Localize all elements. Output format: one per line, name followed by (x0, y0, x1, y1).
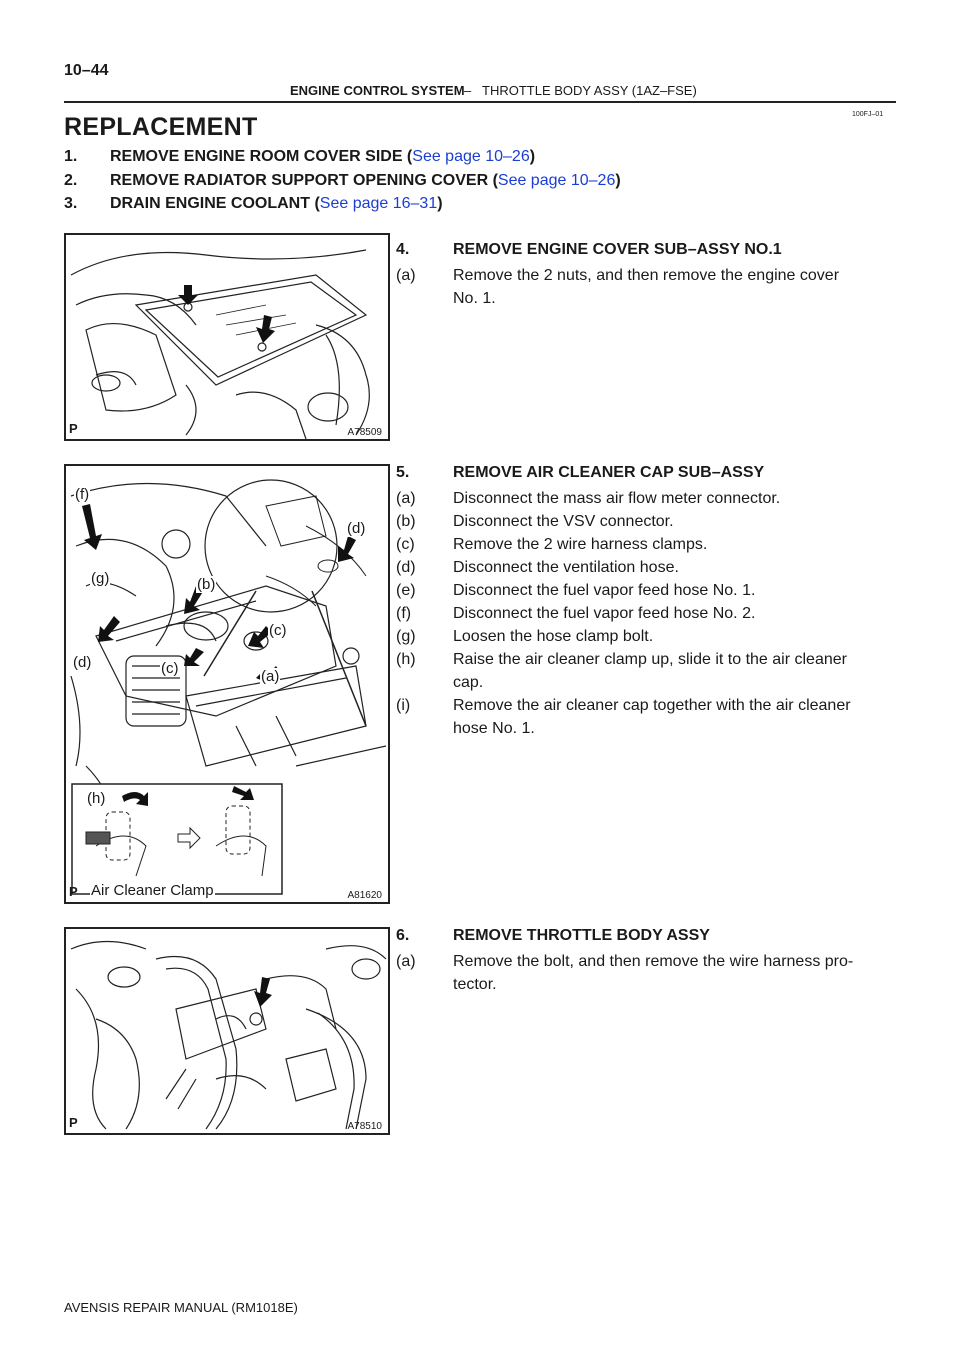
step-number: 2. (64, 172, 78, 189)
section-6-item-a: (a) Remove the bolt, and then remove the wire harness pro- tector. (396, 953, 854, 993)
section-4-item-a: (a) Remove the 2 nuts, and then remove the engine cover No. 1. (396, 267, 840, 307)
step-text: REMOVE ENGINE ROOM COVER SIDE ( (110, 148, 413, 165)
figure-engine-cover (64, 233, 390, 441)
page-title: REPLACEMENT (64, 113, 258, 141)
header-section: ENGINE CONTROL SYSTEM (290, 83, 465, 98)
section-5-item-b: (b) Disconnect the VSV connector. (396, 513, 674, 530)
figure-p-mark: P (69, 421, 78, 436)
figure-throttle-body (64, 927, 390, 1135)
callout-d: (d) (73, 654, 92, 671)
section-6-heading: 6. REMOVE THROTTLE BODY ASSY (396, 927, 710, 944)
figure-code: A78510 (347, 1121, 382, 1132)
throttle-body-illustration (66, 929, 388, 1133)
footer: AVENSIS REPAIR MANUAL (RM1018E) (64, 1300, 298, 1315)
figure-air-cleaner (64, 464, 390, 904)
step-text: DRAIN ENGINE COOLANT ( (110, 195, 320, 212)
callout-b: (b) (197, 576, 216, 593)
header-separator: – (464, 83, 472, 98)
callout-g: (g) (91, 570, 110, 587)
page-number: 10–44 (64, 62, 109, 79)
figure-p-mark: P (69, 884, 78, 899)
section-5-heading: 5. REMOVE AIR CLEANER CAP SUB–ASSY (396, 464, 765, 481)
section-5-item-c: (c) Remove the 2 wire harness clamps. (396, 536, 708, 553)
figure-code: A78509 (347, 427, 382, 438)
callout-d-detail: (d) (347, 520, 366, 537)
callout-c-left: (c) (161, 660, 179, 677)
step-3: 3. DRAIN ENGINE COOLANT (See page 16–31) (64, 195, 443, 212)
step-2: 2. REMOVE RADIATOR SUPPORT OPENING COVER (See page 10–26) (64, 172, 621, 189)
callout-c-right: (c) (269, 622, 287, 639)
see-page-link[interactable]: See page 10–26 (497, 172, 616, 189)
engine-cover-illustration (66, 235, 388, 439)
document-code: 100FJ–01 (852, 111, 884, 118)
section-5-item-i: (i) Remove the air cleaner cap together with the air cleaner hose No. 1. (396, 697, 851, 737)
step-text: REMOVE RADIATOR SUPPORT OPENING COVER ( (110, 172, 498, 189)
figure-code: A81620 (347, 890, 382, 901)
section-5-item-h: (h) Raise the air cleaner clamp up, slide it to the air cleaner cap. (396, 651, 847, 691)
callout-a: (a) (261, 668, 280, 685)
step-1: 1. REMOVE ENGINE ROOM COVER SIDE (See page 10–26) (64, 148, 536, 165)
callout-h: (h) (87, 790, 106, 807)
figure-p-mark: P (69, 1115, 78, 1130)
section-5-item-f: (f) Disconnect the fuel vapor feed hose No. 2. (396, 605, 756, 622)
step-number: 1. (64, 148, 78, 165)
header-subsection: THROTTLE BODY ASSY (1AZ–FSE) (482, 83, 697, 98)
section-5-item-a: (a) Disconnect the mass air flow meter connector. (396, 490, 781, 507)
figure-caption: Air Cleaner Clamp (91, 882, 214, 899)
section-4-heading: 4. REMOVE ENGINE COVER SUB–ASSY NO.1 (396, 241, 782, 258)
step-number: 3. (64, 195, 78, 212)
section-5-item-d: (d) Disconnect the ventilation hose. (396, 559, 679, 576)
see-page-link[interactable]: See page 16–31 (319, 195, 438, 212)
callout-f: (f) (75, 486, 90, 503)
section-5-item-e: (e) Disconnect the fuel vapor feed hose No. 1. (396, 582, 756, 599)
air-cleaner-illustration (66, 466, 388, 902)
see-page-link[interactable]: See page 10–26 (412, 148, 530, 165)
header-rule (64, 101, 896, 103)
section-5-item-g: (g) Loosen the hose clamp bolt. (396, 628, 654, 645)
